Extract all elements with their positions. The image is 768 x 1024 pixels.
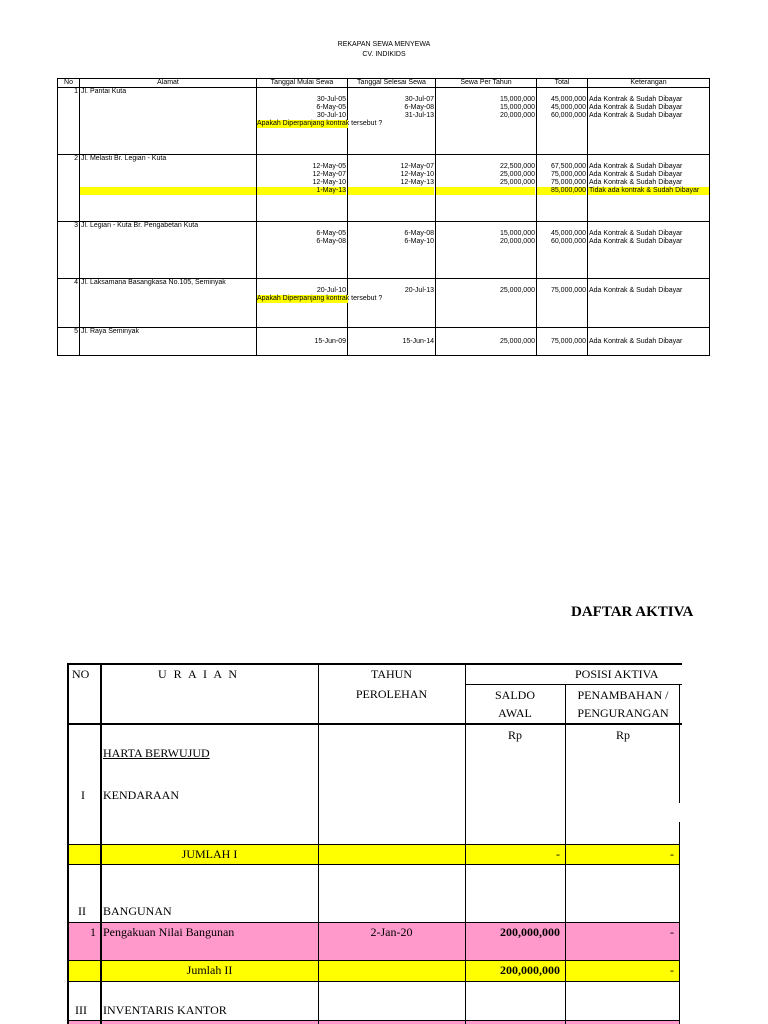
rekap-title: REKAPAN SEWA MENYEWA [337,41,431,48]
keterangan-value: Ada Kontrak & Sudah Dibayar [589,287,683,294]
table-row [58,88,710,155]
header-saldo: SALDO [494,688,535,702]
total-value: 67,500,000 [550,163,586,170]
rekap-header-row [58,79,710,88]
total-value: 75,000,000 [550,287,586,294]
mulai-value: 12-May-07 [312,171,346,178]
rekap-table [57,78,710,356]
alamat-text: Jl. Melasti Br. Legian - Kuta [81,155,167,162]
sewa-value: 25,000,000 [499,179,535,186]
mulai-value: 6-May-05 [316,230,346,237]
jumlah1-label: JUMLAH I [181,847,238,861]
selesai-value [348,187,434,195]
header-no: NO [72,667,90,681]
alamat-text: Jl. Pantai Kuta [81,88,127,95]
row-mulai [257,328,348,356]
row-alamat: Jl. Raya Seminyak [80,328,257,356]
jumlah1-saldo: - [556,847,560,861]
sewa-value: 15,000,000 [499,96,535,103]
row-note: Apakah Diperpanjang kontrak tersebut ? [257,295,383,302]
keterangan-value: Ada Kontrak & Sudah Dibayar [589,230,683,237]
mulai-value: 6-May-05 [316,104,346,111]
table-row [58,279,710,328]
row-total [537,279,588,328]
row-no: 1 [58,88,80,155]
jumlah2-tambah: - [670,963,674,977]
keterangan-value: Tidak ada kontrak & Sudah Dibayar [588,187,709,195]
row-total [537,88,588,155]
row-line [69,1020,680,1021]
sewa-value: 25,000,000 [499,171,535,178]
selesai-value: 6-May-08 [404,230,434,237]
header-no: No [58,79,80,88]
row-total [537,328,588,356]
harta-label: HARTA BERWUJUD [103,746,210,760]
mulai-value: 1-May-13 [257,187,346,195]
row-alamat [80,155,257,222]
jumlah1-tambah: - [670,847,674,861]
mulai-value: 30-Jul-05 [316,96,346,103]
total-value: 60,000,000 [550,238,586,245]
row-sewa [436,222,537,279]
section-no: II [78,904,86,918]
total-value: 75,000,000 [550,338,586,345]
selesai-value: 12-May-07 [400,163,434,170]
item-saldo: 200,000,000 [500,925,560,939]
row-no: 5 [58,328,80,356]
row-line [69,864,680,865]
table-border [67,663,682,665]
total-value: 75,000,000 [550,171,586,178]
header-selesai: Tanggal Selesai Sewa [348,79,436,88]
section-no: I [81,788,85,802]
row-total [537,222,588,279]
table-row [58,155,710,222]
header-uraian: U R A I A N [158,667,240,681]
section-inventaris: INVENTARIS KANTOR [103,1003,227,1017]
sewa-value: 25,000,000 [499,338,535,345]
row-no: 3 [58,222,80,279]
header-tahun: TAHUN [370,667,413,681]
selesai-value: 20-Jul-13 [404,287,434,294]
rekap-subtitle: CV. INDIKIDS [362,51,406,58]
header-keterangan: Keterangan [588,79,710,88]
total-value: 75,000,000 [550,179,586,186]
row-total [537,155,588,222]
selesai-value: 12-May-13 [400,179,434,186]
item-tahun: 2-Jan-20 [370,925,413,939]
row-sewa [436,88,537,155]
total-value: 85,000,000 [537,187,586,195]
jumlah2-saldo: 200,000,000 [500,963,560,977]
keterangan-value: Ada Kontrak & Sudah Dibayar [589,338,683,345]
mulai-value: 12-May-05 [312,163,346,170]
keterangan-value: Ada Kontrak & Sudah Dibayar [589,238,683,245]
row-keterangan [588,222,710,279]
total-value: 45,000,000 [550,96,586,103]
selesai-value: 6-May-10 [404,238,434,245]
row-selesai [348,328,436,356]
table-border [67,723,682,725]
sewa-value: 15,000,000 [499,104,535,111]
sewa-value: 25,000,000 [499,287,535,294]
table-row [58,222,710,279]
sewa-value: 15,000,000 [499,230,535,237]
row-mulai [257,222,348,279]
row-alamat [80,88,257,155]
mulai-value: 6-May-08 [316,238,346,245]
keterangan-value: Ada Kontrak & Sudah Dibayar [589,96,683,103]
row-selesai [348,279,436,328]
row-selesai [348,222,436,279]
row-mulai [257,279,383,328]
header-posisi: POSISI AKTIVA [575,667,659,681]
row-keterangan [588,279,710,328]
row-alamat: Jl. Laksamana Basangkasa No.105, Seminyak [80,279,257,328]
row-sewa [436,328,537,356]
sewa-value: 20,000,000 [499,238,535,245]
row-selesai [348,155,436,222]
row-line [465,684,682,685]
keterangan-value: Ada Kontrak & Sudah Dibayar [589,171,683,178]
total-value: 45,000,000 [550,104,586,111]
selesai-value: 31-Jul-13 [404,112,434,119]
table-row [58,328,710,356]
keterangan-value: Ada Kontrak & Sudah Dibayar [589,104,683,111]
rp-label: Rp [615,728,630,742]
row-note: Apakah Diperpanjang kontrak tersebut ? [257,120,383,127]
sewa-value [436,187,535,195]
keterangan-value: Ada Kontrak & Sudah Dibayar [589,163,683,170]
mulai-value: 15-Jun-09 [314,338,346,345]
row-no: 4 [58,279,80,328]
total-value: 60,000,000 [550,112,586,119]
row-mulai [257,88,383,155]
row-alamat: Jl. Legian - Kuta Br. Pengabetan Kuta [80,222,257,279]
row-keterangan [588,88,710,155]
item-tambah: - [670,925,674,939]
header-alamat: Alamat [80,79,257,88]
selesai-value: 12-May-10 [400,171,434,178]
header-pengurangan: PENGURANGAN [577,706,669,720]
aktiva-title: DAFTAR AKTIVA [571,604,694,620]
row-keterangan [588,328,710,356]
keterangan-value: Ada Kontrak & Sudah Dibayar [589,179,683,186]
section-no: III [75,1003,87,1017]
mulai-value: 20-Jul-10 [316,287,346,294]
sewa-value: 22,500,000 [499,163,535,170]
header-perolehan: PEROLEHAN [355,687,428,701]
row-sewa [436,279,537,328]
row-no: 2 [58,155,80,222]
row-keterangan [588,155,710,222]
item-no: 1 [90,925,96,939]
section-kendaraan: KENDARAAN [103,788,179,802]
sewa-value: 20,000,000 [499,112,535,119]
row-line [69,844,680,845]
item-uraian: Pengakuan Nilai Bangunan [103,925,235,939]
row-line [69,922,680,923]
keterangan-value: Ada Kontrak & Sudah Dibayar [589,112,683,119]
selesai-value: 15-Jun-14 [402,338,434,345]
rp-label: Rp [507,728,522,742]
header-penambahan: PENAMBAHAN / [577,688,669,702]
row-line [69,960,680,961]
mulai-value: 30-Jul-10 [316,112,346,119]
header-awal: AWAL [498,706,532,720]
jumlah2-label: Jumlah II [186,963,233,977]
header-mulai: Tanggal Mulai Sewa [257,79,348,88]
total-value: 45,000,000 [550,230,586,237]
row-mulai [257,155,348,222]
mulai-value: 12-May-10 [312,179,346,186]
selesai-value: 6-May-08 [404,104,434,111]
header-total: Total [537,79,588,88]
selesai-value: 30-Jul-07 [404,96,434,103]
row-line [69,981,680,982]
section-bangunan: BANGUNAN [103,904,172,918]
column-line [679,822,680,1024]
header-sewa: Sewa Per Tahun [436,79,537,88]
row-sewa [436,155,537,222]
